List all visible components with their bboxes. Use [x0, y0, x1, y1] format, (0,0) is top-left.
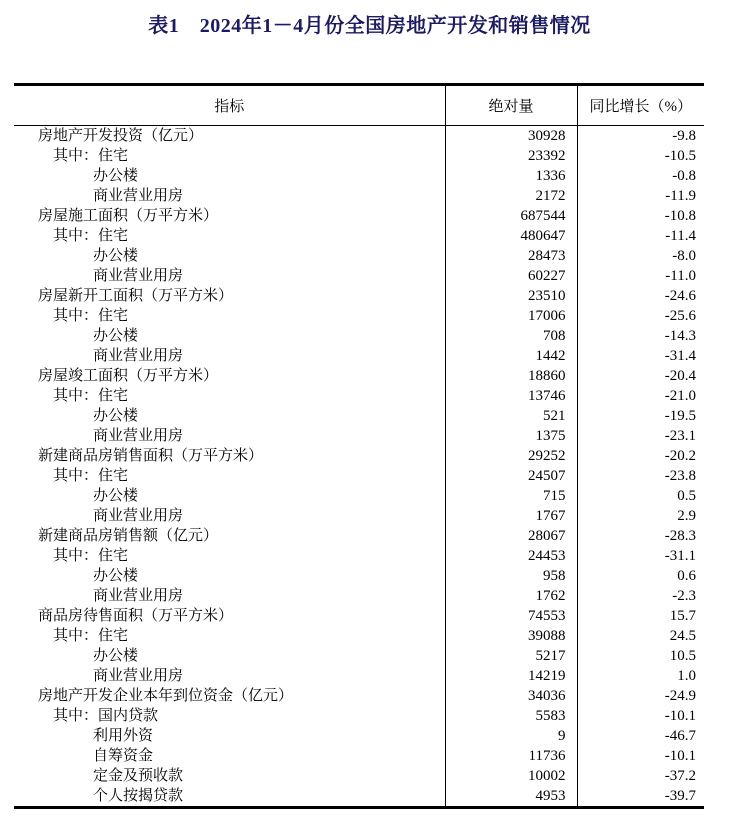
- table-row: [14, 466, 704, 486]
- growth-value-cell: -2.3: [577, 586, 704, 606]
- indicator-cell: 新建商品房销售面积（万平方米）: [38, 448, 264, 464]
- indicator-cell: 办公楼: [93, 168, 139, 184]
- indicator-cell: 办公楼: [93, 408, 139, 424]
- table-header: [14, 85, 704, 126]
- column-header-yoy-growth: 同比增长（%）: [577, 85, 704, 126]
- table-row: [14, 306, 704, 326]
- indicator-cell: 自筹资金: [93, 748, 154, 764]
- absolute-value-cell: 5583: [445, 706, 577, 726]
- table-row: [14, 166, 704, 186]
- absolute-value-cell: 715: [445, 486, 577, 506]
- table-row: [14, 546, 704, 566]
- indicator-cell: 其中：住宅: [53, 468, 129, 484]
- indicator-cell: 其中：住宅: [53, 388, 129, 404]
- table-row: [14, 586, 704, 606]
- indicator-cell: 商品房待售面积（万平方米）: [38, 608, 234, 624]
- absolute-value-cell: 1767: [445, 506, 577, 526]
- table-row: [14, 286, 704, 306]
- indicator-cell: 其中：住宅: [53, 148, 129, 164]
- indicator-cell: 房地产开发企业本年到位资金（亿元）: [38, 688, 294, 704]
- table-row: [14, 606, 704, 626]
- absolute-value-cell: 23392: [445, 146, 577, 166]
- indicator-cell: 商业营业用房: [93, 348, 184, 364]
- growth-value-cell: 2.9: [577, 506, 704, 526]
- table-row: [14, 266, 704, 286]
- growth-value-cell: -25.6: [577, 306, 704, 326]
- indicator-cell: 房屋竣工面积（万平方米）: [38, 368, 219, 384]
- absolute-value-cell: 23510: [445, 286, 577, 306]
- indicator-cell: 其中：国内贷款: [53, 708, 159, 724]
- table-row: [14, 646, 704, 666]
- page-title: 表1 2024年1－4月份全国房地产开发和销售情况: [148, 15, 591, 37]
- indicator-cell: 房屋新开工面积（万平方米）: [38, 288, 234, 304]
- absolute-value-cell: 5217: [445, 646, 577, 666]
- growth-value-cell: 1.0: [577, 666, 704, 686]
- absolute-value-cell: 17006: [445, 306, 577, 326]
- indicator-cell: 办公楼: [93, 488, 139, 504]
- table-row: [14, 686, 704, 706]
- absolute-value-cell: 480647: [445, 226, 577, 246]
- table-row: [14, 146, 704, 166]
- table-row: [14, 486, 704, 506]
- column-header-absolute-value: 绝对量: [445, 85, 577, 126]
- absolute-value-cell: 4953: [445, 786, 577, 808]
- growth-value-cell: -11.0: [577, 266, 704, 286]
- table-row: [14, 446, 704, 466]
- table-row: [14, 706, 704, 726]
- indicator-cell: 商业营业用房: [93, 668, 184, 684]
- table-row: [14, 326, 704, 346]
- indicator-cell: 商业营业用房: [93, 508, 184, 524]
- table-row: [14, 186, 704, 206]
- table-row: [14, 426, 704, 446]
- growth-value-cell: -10.1: [577, 746, 704, 766]
- table-row: [14, 246, 704, 266]
- indicator-cell: 办公楼: [93, 648, 139, 664]
- indicator-cell: 其中：住宅: [53, 548, 129, 564]
- absolute-value-cell: 521: [445, 406, 577, 426]
- growth-value-cell: -20.2: [577, 446, 704, 466]
- real-estate-stats-table: [14, 83, 704, 809]
- table-row: [14, 226, 704, 246]
- table-row: [14, 206, 704, 226]
- table-row: [14, 666, 704, 686]
- absolute-value-cell: 18860: [445, 366, 577, 386]
- table-body: [14, 126, 704, 808]
- absolute-value-cell: 74553: [445, 606, 577, 626]
- table-row: [14, 786, 704, 808]
- table-row: [14, 506, 704, 526]
- absolute-value-cell: 1375: [445, 426, 577, 446]
- growth-value-cell: 0.5: [577, 486, 704, 506]
- growth-value-cell: -10.1: [577, 706, 704, 726]
- absolute-value-cell: 34036: [445, 686, 577, 706]
- indicator-cell: 房屋施工面积（万平方米）: [38, 208, 219, 224]
- absolute-value-cell: 14219: [445, 666, 577, 686]
- indicator-cell: 商业营业用房: [93, 588, 184, 604]
- growth-value-cell: -23.8: [577, 466, 704, 486]
- growth-value-cell: -23.1: [577, 426, 704, 446]
- absolute-value-cell: 39088: [445, 626, 577, 646]
- growth-value-cell: -37.2: [577, 766, 704, 786]
- growth-value-cell: -24.9: [577, 686, 704, 706]
- absolute-value-cell: 9: [445, 726, 577, 746]
- growth-value-cell: -11.4: [577, 226, 704, 246]
- growth-value-cell: 24.5: [577, 626, 704, 646]
- absolute-value-cell: 30928: [445, 126, 577, 147]
- indicator-cell: 商业营业用房: [93, 268, 184, 284]
- absolute-value-cell: 24507: [445, 466, 577, 486]
- table-row: [14, 346, 704, 366]
- growth-value-cell: -10.8: [577, 206, 704, 226]
- growth-value-cell: -46.7: [577, 726, 704, 746]
- absolute-value-cell: 13746: [445, 386, 577, 406]
- growth-value-cell: -19.5: [577, 406, 704, 426]
- absolute-value-cell: 1762: [445, 586, 577, 606]
- growth-value-cell: -9.8: [577, 126, 704, 147]
- absolute-value-cell: 28067: [445, 526, 577, 546]
- indicator-cell: 商业营业用房: [93, 188, 184, 204]
- table-row: [14, 366, 704, 386]
- indicator-cell: 其中：住宅: [53, 228, 129, 244]
- table-row: [14, 526, 704, 546]
- table-row: [14, 746, 704, 766]
- growth-value-cell: -31.1: [577, 546, 704, 566]
- absolute-value-cell: 28473: [445, 246, 577, 266]
- indicator-cell: 其中：住宅: [53, 628, 129, 644]
- table-row: [14, 386, 704, 406]
- indicator-cell: 利用外资: [93, 728, 154, 744]
- indicator-cell: 办公楼: [93, 248, 139, 264]
- growth-value-cell: -21.0: [577, 386, 704, 406]
- absolute-value-cell: 687544: [445, 206, 577, 226]
- table-row: [14, 126, 704, 147]
- header-row: [14, 85, 704, 126]
- indicator-cell: 定金及预收款: [93, 768, 184, 784]
- absolute-value-cell: 2172: [445, 186, 577, 206]
- absolute-value-cell: 1442: [445, 346, 577, 366]
- growth-value-cell: 10.5: [577, 646, 704, 666]
- growth-value-cell: 15.7: [577, 606, 704, 626]
- absolute-value-cell: 24453: [445, 546, 577, 566]
- absolute-value-cell: 958: [445, 566, 577, 586]
- table-row: [14, 406, 704, 426]
- growth-value-cell: -10.5: [577, 146, 704, 166]
- indicator-cell: 房地产开发投资（亿元）: [38, 128, 204, 144]
- indicator-cell: 办公楼: [93, 568, 139, 584]
- table-row: [14, 766, 704, 786]
- absolute-value-cell: 11736: [445, 746, 577, 766]
- absolute-value-cell: 10002: [445, 766, 577, 786]
- growth-value-cell: 0.6: [577, 566, 704, 586]
- indicator-cell: 个人按揭贷款: [93, 788, 184, 804]
- table-row: [14, 626, 704, 646]
- growth-value-cell: -28.3: [577, 526, 704, 546]
- growth-value-cell: -8.0: [577, 246, 704, 266]
- growth-value-cell: -24.6: [577, 286, 704, 306]
- absolute-value-cell: 29252: [445, 446, 577, 466]
- growth-value-cell: -20.4: [577, 366, 704, 386]
- table-row: [14, 566, 704, 586]
- absolute-value-cell: 1336: [445, 166, 577, 186]
- indicator-cell: 商业营业用房: [93, 428, 184, 444]
- column-header-indicator: 指标: [14, 85, 445, 126]
- absolute-value-cell: 708: [445, 326, 577, 346]
- growth-value-cell: -14.3: [577, 326, 704, 346]
- indicator-cell: 办公楼: [93, 328, 139, 344]
- indicator-cell: 其中：住宅: [53, 308, 129, 324]
- indicator-cell: 新建商品房销售额（亿元）: [38, 528, 219, 544]
- growth-value-cell: -0.8: [577, 166, 704, 186]
- growth-value-cell: -11.9: [577, 186, 704, 206]
- growth-value-cell: -31.4: [577, 346, 704, 366]
- growth-value-cell: -39.7: [577, 786, 704, 808]
- absolute-value-cell: 60227: [445, 266, 577, 286]
- table-row: [14, 726, 704, 746]
